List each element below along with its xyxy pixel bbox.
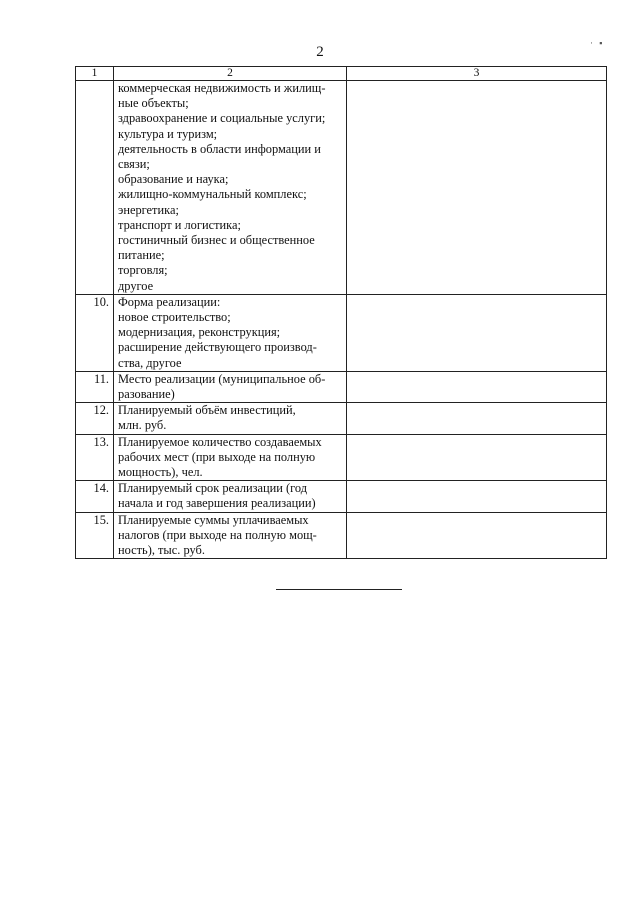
description-line: мощность), чел. xyxy=(118,465,203,480)
row-number: 11. xyxy=(76,371,114,402)
row-description xyxy=(114,434,347,481)
row-value-cell[interactable] xyxy=(347,371,607,402)
row-value-cell[interactable] xyxy=(347,481,607,512)
row-number: 10. xyxy=(76,294,114,371)
table-row xyxy=(76,512,607,559)
table-body xyxy=(76,81,607,559)
description-line: здравоохранение и социальные услуги; xyxy=(118,111,326,126)
closing-rule xyxy=(276,589,402,590)
description-line: питание; xyxy=(118,248,165,263)
description-line: Форма реализации: xyxy=(118,294,221,309)
table-header-row xyxy=(76,67,607,81)
row-number: 12. xyxy=(76,403,114,434)
column-header-1: 1 xyxy=(76,67,114,81)
description-line: новое строительство; xyxy=(118,310,231,325)
row-value-cell[interactable] xyxy=(347,294,607,371)
description-line: коммерческая недвижимость и жилищ- xyxy=(118,81,326,95)
row-value-cell[interactable] xyxy=(347,81,607,295)
description-line: деятельность в области информации и xyxy=(118,141,321,156)
description-line: связи; xyxy=(118,157,150,172)
description-line: рабочих мест (при выходе на полную xyxy=(118,449,316,464)
description-line: Планируемые суммы уплачиваемых xyxy=(118,512,309,527)
description-line: Место реализации (муниципальное об- xyxy=(118,371,326,386)
description-line: жилищно-коммунальный комплекс; xyxy=(118,187,307,202)
description-line: Планируемый срок реализации (год xyxy=(118,481,308,496)
row-description xyxy=(114,81,347,295)
row-description xyxy=(114,371,347,402)
row-description xyxy=(114,403,347,434)
description-line: торговля; xyxy=(118,263,168,278)
description-line: разование) xyxy=(118,387,175,402)
description-line: расширение действующего производ- xyxy=(118,340,317,355)
corner-mark: · ▪ xyxy=(590,38,605,48)
description-line: ства, другое xyxy=(118,355,182,370)
table-row xyxy=(76,403,607,434)
row-value-cell[interactable] xyxy=(347,434,607,481)
description-line: энергетика; xyxy=(118,202,179,217)
table-row xyxy=(76,434,607,481)
description-line: млн. руб. xyxy=(118,418,167,433)
row-description xyxy=(114,294,347,371)
row-value-cell[interactable] xyxy=(347,403,607,434)
description-line: образование и наука; xyxy=(118,172,229,187)
description-line: ные объекты; xyxy=(118,96,189,111)
row-description xyxy=(114,481,347,512)
table-row xyxy=(76,371,607,402)
description-line: гостиничный бизнес и общественное xyxy=(118,233,315,248)
description-line: транспорт и логистика; xyxy=(118,217,241,232)
row-number: 15. xyxy=(76,512,114,559)
description-line: Планируемый объём инвестиций, xyxy=(118,403,296,418)
description-line: культура и туризм; xyxy=(118,126,218,141)
row-number: 13. xyxy=(76,434,114,481)
row-number xyxy=(76,81,114,295)
description-line: другое xyxy=(118,278,154,293)
column-header-3: 3 xyxy=(347,67,607,81)
table-row xyxy=(76,294,607,371)
column-header-2: 2 xyxy=(114,67,347,81)
row-number: 14. xyxy=(76,481,114,512)
row-value-cell[interactable] xyxy=(347,512,607,559)
description-line: начала и год завершения реализации) xyxy=(118,496,316,511)
description-line: модернизация, реконструкция; xyxy=(118,325,281,340)
description-line: налогов (при выходе на полную мощ- xyxy=(118,527,317,542)
description-line: Планируемое количество создаваемых xyxy=(118,434,322,449)
table-row xyxy=(76,81,607,295)
page-number: 2 xyxy=(316,44,324,60)
description-line: ность), тыс. руб. xyxy=(118,543,205,558)
table-row xyxy=(76,481,607,512)
row-description xyxy=(114,512,347,559)
form-table xyxy=(75,66,607,559)
